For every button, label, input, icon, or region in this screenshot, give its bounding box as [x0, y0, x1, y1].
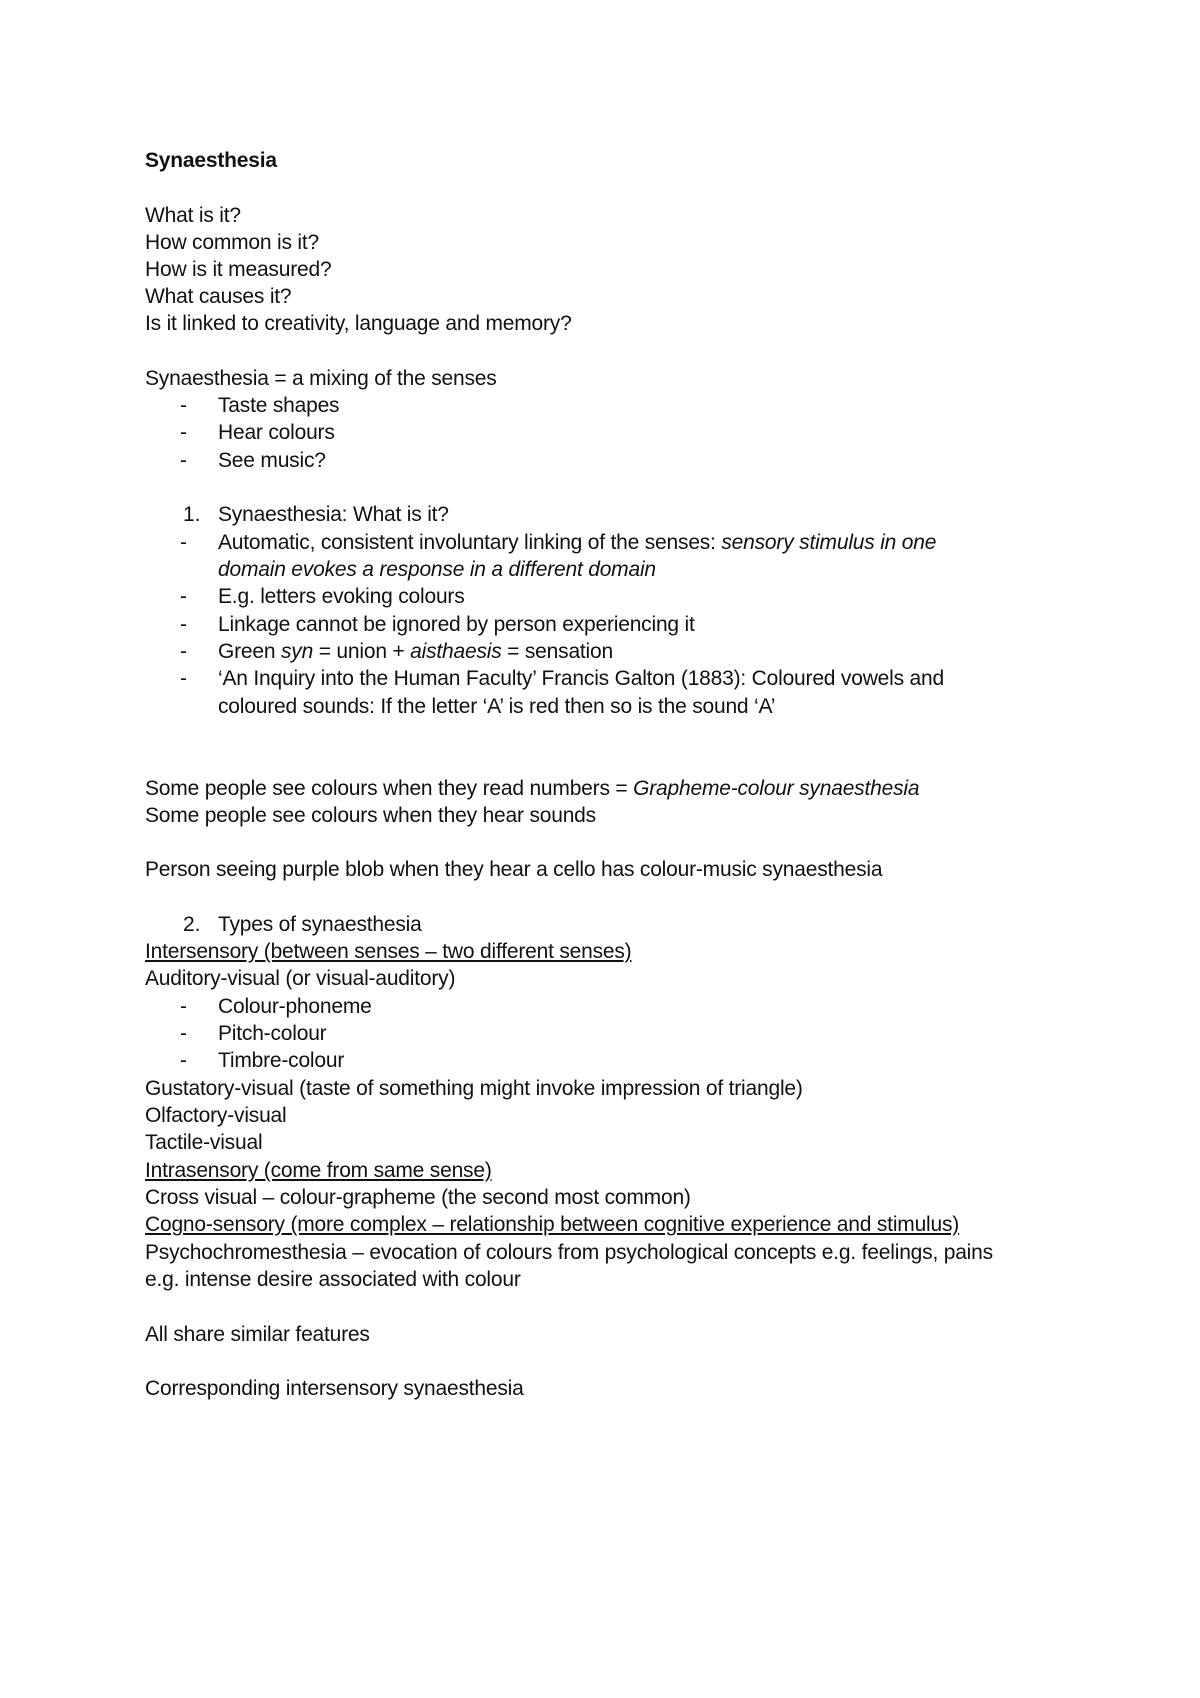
- subheading-intersensory: Intersensory (between senses – two different senses): [145, 940, 632, 963]
- list-number: 2.: [183, 913, 201, 936]
- bullet-text: Pitch-colour: [218, 1022, 327, 1045]
- category-line: Gustatory-visual (taste of something might invoke impression of triangle): [145, 1077, 803, 1100]
- question-5: Is it linked to creativity, language and memory?: [145, 312, 572, 335]
- category-line: Olfactory-visual: [145, 1104, 287, 1127]
- paragraph: Some people see colours when they read numbers = Grapheme-colour synaesthesia: [145, 777, 920, 800]
- bullet-marker: -: [180, 421, 187, 444]
- paragraph: Corresponding intersensory synaesthesia: [145, 1377, 524, 1400]
- section-heading: Types of synaesthesia: [218, 913, 422, 936]
- list-number: 1.: [183, 503, 201, 526]
- bullet-marker: -: [180, 995, 187, 1018]
- document-title: Synaesthesia: [145, 149, 277, 172]
- bullet-text: Timbre-colour: [218, 1049, 345, 1072]
- bullet-marker: -: [180, 449, 187, 472]
- category-line-continued: e.g. intense desire associated with colour: [145, 1268, 521, 1291]
- paragraph: All share similar features: [145, 1323, 370, 1346]
- bullet-marker: -: [180, 667, 187, 690]
- question-2: How common is it?: [145, 231, 319, 254]
- subheading-intrasensory: Intrasensory (come from same sense): [145, 1159, 492, 1182]
- category-line: Cross visual – colour-grapheme (the second most common): [145, 1186, 691, 1209]
- definition-line: Synaesthesia = a mixing of the senses: [145, 367, 497, 390]
- category-line: Auditory-visual (or visual-auditory): [145, 967, 456, 990]
- question-3: How is it measured?: [145, 258, 332, 281]
- bullet-marker: -: [180, 1022, 187, 1045]
- definition-bullet: Taste shapes: [218, 394, 340, 417]
- question-1: What is it?: [145, 204, 241, 227]
- bullet-text: Green syn = union + aisthaesis = sensation: [218, 640, 613, 663]
- bullet-text-continued: domain evokes a response in a different domain: [218, 558, 656, 581]
- bullet-marker: -: [180, 1049, 187, 1072]
- bullet-text: Colour-phoneme: [218, 995, 372, 1018]
- subheading-cogno-sensory: Cogno-sensory (more complex – relationship between cognitive experience and stimulus): [145, 1213, 960, 1236]
- bullet-text: Automatic, consistent involuntary linking of the senses: sensory stimulus in one: [218, 531, 937, 554]
- bullet-text: ‘An Inquiry into the Human Faculty’ Francis Galton (1883): Coloured vowels and: [218, 667, 944, 690]
- bullet-text-continued: coloured sounds: If the letter ‘A’ is red then so is the sound ‘A’: [218, 695, 776, 718]
- definition-bullet: See music?: [218, 449, 326, 472]
- paragraph: Some people see colours when they hear sounds: [145, 804, 596, 827]
- bullet-text: Linkage cannot be ignored by person experiencing it: [218, 613, 695, 636]
- section-heading: Synaesthesia: What is it?: [218, 503, 449, 526]
- bullet-text: E.g. letters evoking colours: [218, 585, 465, 608]
- definition-bullet: Hear colours: [218, 421, 335, 444]
- category-line: Tactile-visual: [145, 1131, 263, 1154]
- bullet-marker: -: [180, 531, 187, 554]
- bullet-marker: -: [180, 640, 187, 663]
- bullet-marker: -: [180, 613, 187, 636]
- category-line: Psychochromesthesia – evocation of colours from psychological concepts e.g. feelings, pains: [145, 1241, 993, 1264]
- question-4: What causes it?: [145, 285, 292, 308]
- bullet-marker: -: [180, 585, 187, 608]
- paragraph: Person seeing purple blob when they hear a cello has colour-music synaesthesia: [145, 858, 883, 881]
- bullet-marker: -: [180, 394, 187, 417]
